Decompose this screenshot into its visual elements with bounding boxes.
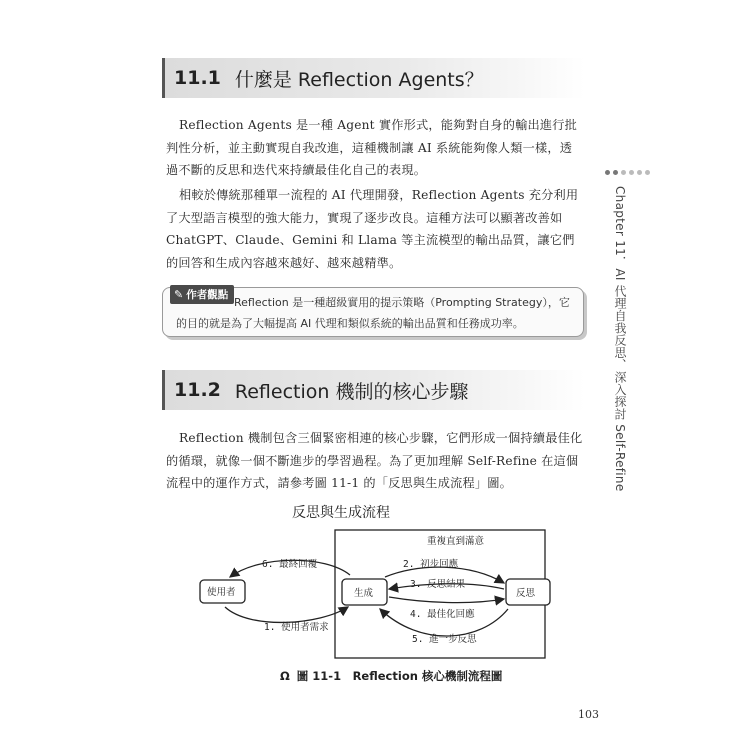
arrow-6-label: 6. 最終回覆 bbox=[262, 559, 318, 570]
arrow-3-label: 3. 反思結果 bbox=[410, 579, 466, 590]
arrow-1-label: 1. 使用者需求 bbox=[264, 622, 329, 633]
caption-icon: Ω bbox=[280, 669, 290, 683]
side-chapter-title: Chapter 11．AI 代理自我反思、深入探討 Self-Refine bbox=[613, 186, 627, 492]
reflect-node-label: 反思 bbox=[516, 588, 536, 599]
arrow-1 bbox=[225, 607, 348, 622]
paragraph-1: Reflection Agents 是一種 Agent 實作形式，能夠對自身的輸出進行批判性分析，並主動實現自我改進，這種機制讓 AI 系統能夠像人類一樣，透過不斷的反思和迭代來持續最佳化自己的表現。 bbox=[166, 118, 578, 177]
section-title: 什麼是 Reflection Agents？ bbox=[234, 68, 484, 91]
user-node-label: 使用者 bbox=[207, 587, 236, 598]
arrow-4-label: 4. 最佳化回應 bbox=[410, 609, 475, 620]
pen-icon: ✎ bbox=[174, 288, 184, 301]
section-heading-11-1 bbox=[162, 58, 585, 98]
flow-diagram bbox=[190, 525, 570, 665]
section-number: 11.1 bbox=[174, 67, 221, 89]
author-note-box bbox=[162, 287, 584, 337]
arrow-2-label: 2. 初步回應 bbox=[403, 559, 459, 570]
arrow-5-label: 5. 進一步反思 bbox=[412, 634, 477, 645]
author-note-tag bbox=[170, 285, 234, 304]
figure-title: 反思與生成流程 bbox=[292, 505, 390, 521]
arrow-4 bbox=[389, 597, 504, 603]
generate-node-label: 生成 bbox=[354, 588, 374, 599]
caption-text: 圖 11-1 Reflection 核心機制流程圖 bbox=[296, 669, 503, 683]
section-number: 11.2 bbox=[174, 379, 221, 401]
figure-caption bbox=[280, 668, 502, 684]
author-note-text: Reflection 是一種超級實用的提示策略（Prompting Strategy），它的目的就是為了大幅提高 AI 代理和類似系統的輸出品質和任務成功率。 bbox=[176, 296, 570, 330]
section-title: Reflection 機制的核心步驟 bbox=[234, 380, 469, 403]
page-number: 103 bbox=[578, 708, 599, 721]
loop-label: 重複直到滿意 bbox=[427, 536, 485, 547]
chapter-dots bbox=[605, 170, 650, 175]
paragraph-2: 相較於傳統那種單一流程的 AI 代理開發，Reflection Agents 充分利用了大型語言模型的強大能力，實現了逐步改良。這種方法可以顯著改善如 ChatGPT、Claude、Gemini 和 Llama 等主流模型的輸出品質，讓它們的回答和生成內容越來越好、越來越精準。 bbox=[166, 188, 579, 270]
paragraph-3: Reflection 機制包含三個緊密相連的核心步驟，它們形成一個持續最佳化的循環，就像一個不斷進步的學習過程。為了更加理解 Self-Refine 在這個流程中的運作方式，請參考圖 11-1 的「反思與生成流程」圖。 bbox=[166, 431, 583, 490]
section-heading-11-2 bbox=[162, 370, 585, 410]
author-note-label: 作者觀點 bbox=[186, 289, 229, 301]
